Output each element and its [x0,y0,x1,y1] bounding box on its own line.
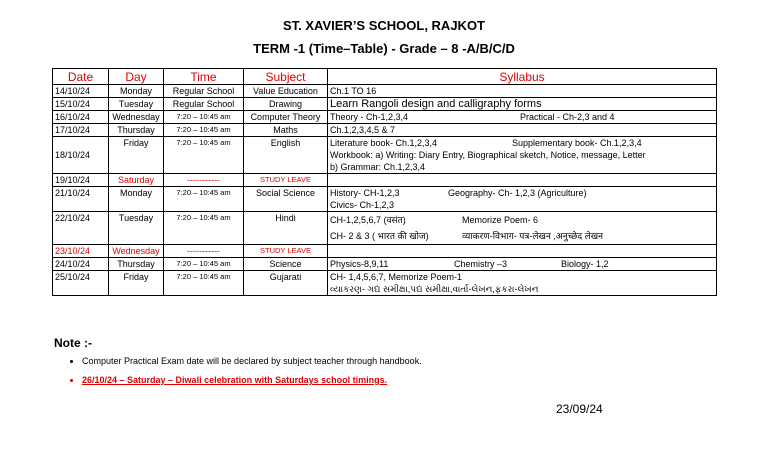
subject-cell: Gujarati [244,271,328,296]
syllabus-line: History- CH-1,2,3 [330,188,400,198]
subject-cell: Hindi [244,212,328,245]
day-cell: Tuesday [109,212,164,245]
date-cell: 15/10/24 [53,98,109,111]
table-row [53,124,717,137]
date-cell: 23/10/24 [53,245,109,258]
subject-cell: English [244,137,328,174]
date-cell: 22/10/24 [53,212,109,245]
day-cell: Friday [109,271,164,296]
date-cell: 18/10/24 [53,137,109,174]
syllabus-line: Practical - Ch-2,3 and 4 [520,112,615,122]
syllabus-cell: Learn Rangoli design and calligraphy forms [328,98,717,111]
date-cell: 24/10/24 [53,258,109,271]
syllabus-cell [328,174,717,187]
date-cell: 14/10/24 [53,85,109,98]
date-cell: 19/10/24 [53,174,109,187]
subject-cell: Social Science [244,187,328,212]
day-cell: Monday [109,85,164,98]
syllabus-cell [328,258,717,271]
col-date: Date [53,69,109,85]
syllabus-cell [328,245,717,258]
table-row [53,271,717,296]
syllabus-line: Physics-8,9,11 [330,259,389,269]
table-row [53,258,717,271]
time-cell: 7:20 – 10:45 am [164,212,244,245]
table-row [53,174,717,187]
day-cell: Thursday [109,258,164,271]
table-row [53,85,717,98]
col-day: Day [109,69,164,85]
day-cell: Monday [109,187,164,212]
table-row [53,137,717,174]
subject-cell: Science [244,258,328,271]
syllabus-cell: Ch.1 TO 16 [328,85,717,98]
day-cell: Thursday [109,124,164,137]
syllabus-line: व्याकरण-विभाग- पत्र-लेखन ,अनुच्छेद लेखन [462,231,604,241]
time-cell: ----------- [164,245,244,258]
note-list [52,356,722,394]
day-cell: Tuesday [109,98,164,111]
syllabus-cell: Ch.1,2,3,4,5 & 7 [328,124,717,137]
note-item-diwali: • 26/10/24 – Saturday – Diwali celebration with Saturdays school timings. [82,375,722,385]
col-subject: Subject [244,69,328,85]
syllabus-line: b) Grammar: Ch.1,2,3,4 [330,162,426,172]
date-cell: 16/10/24 [53,111,109,124]
subject-cell: STUDY LEAVE [244,174,328,187]
day-cell: Wednesday [109,111,164,124]
timetable [52,68,717,296]
term-title: TERM -1 (Time–Table) - Grade – 8 -A/B/C/D [253,41,515,56]
syllabus-line: Workbook: a) Writing: Diary Entry, Biographical sketch, Notice, message, Letter [330,150,646,160]
date-cell: 17/10/24 [53,124,109,137]
school-name: ST. XAVIER’S SCHOOL, RAJKOT [282,18,485,33]
col-time: Time [164,69,244,85]
table-row [53,245,717,258]
time-cell: 7:20 – 10:45 am [164,124,244,137]
syllabus-cell [328,187,717,212]
table-row [53,212,717,245]
time-cell: 7:20 – 10:45 am [164,137,244,174]
note-label: Note :- [54,336,92,350]
syllabus-line: CH-1,2,5,6,7 (वसंत) [330,215,406,225]
footer-date: 23/09/24 [556,402,603,416]
syllabus-line: Memorize Poem- 6 [462,215,539,225]
time-cell: ----------- [164,174,244,187]
date-cell: 21/10/24 [53,187,109,212]
syllabus-line: CH- 2 & 3 ( भारत की खोज) [330,231,429,241]
subject-cell: Maths [244,124,328,137]
syllabus-line: વ્યાકરણ- ગદ્ય સમીક્ષા,પદ્ય સમીક્ષા,વાર્તા-લેખન,ફકરા-લેખન [330,284,539,294]
day-cell: Saturday [109,174,164,187]
syllabus-line: Supplementary book- Ch.1,2,3,4 [512,138,642,148]
syllabus-cell [328,111,717,124]
day-cell: Friday [109,137,164,174]
subject-cell: Drawing [244,98,328,111]
day-cell: Wednesday [109,245,164,258]
time-cell: 7:20 – 10:45 am [164,111,244,124]
time-cell: 7:20 – 10:45 am [164,271,244,296]
time-cell: Regular School [164,85,244,98]
time-cell: Regular School [164,98,244,111]
subject-cell: Value Education [244,85,328,98]
header-row [53,69,717,85]
subject-cell: Computer Theory [244,111,328,124]
time-cell: 7:20 – 10:45 am [164,187,244,212]
col-syllabus: Syllabus [328,69,717,85]
table-row [53,111,717,124]
syllabus-line: Theory - Ch-1,2,3,4 [330,112,409,122]
syllabus-line: CH- 1,4,5,6,7, Memorize Poem-1 [330,272,463,282]
syllabus-line: Chemistry –3 [454,259,508,269]
subject-cell: STUDY LEAVE [244,245,328,258]
table-row [53,187,717,212]
syllabus-line: Biology- 1,2 [561,259,609,269]
date-cell: 25/10/24 [53,271,109,296]
syllabus-cell [328,212,717,245]
table-row [53,98,717,111]
time-cell: 7:20 – 10:45 am [164,258,244,271]
syllabus-line: Geography- Ch- 1,2,3 (Agriculture) [448,188,587,198]
syllabus-cell [328,271,717,296]
note-item: • Computer Practical Exam date will be declared by subject teacher through handbook. [82,356,722,366]
syllabus-line: Civics- Ch-1,2,3 [330,200,395,210]
syllabus-line: Literature book- Ch.1,2,3,4 [330,138,438,148]
syllabus-cell [328,137,717,174]
